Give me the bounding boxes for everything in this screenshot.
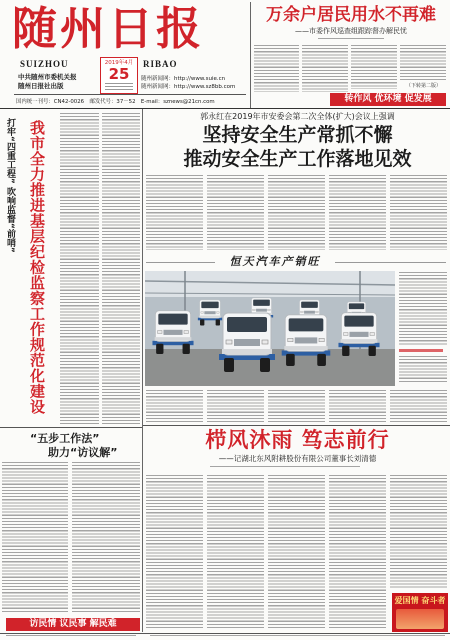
safety-story-headline-1: 坚持安全生产常抓不懈 (202, 124, 393, 146)
safety-story-headline-2: 推动安全生产工作落地见效 (183, 148, 412, 170)
date-details (105, 83, 133, 90)
safety-story-kicker: 郭永红在2019年市安委会第二次全体(扩大)会议上强调 (200, 112, 395, 121)
top-story-continued: （下转第二版） (406, 83, 442, 89)
safety-story-cont-col-4 (329, 390, 386, 422)
website-1: 随州新闻网：http://www.suie.cn (141, 76, 226, 82)
photo-truck-factory (145, 271, 395, 386)
banner-top: 转作风 优环境 促发展 (330, 93, 446, 106)
photo-caption-end (399, 356, 447, 384)
date-month: 2019年4月 (104, 60, 134, 66)
top-story-body-col-1 (254, 45, 299, 92)
photo-caption (399, 272, 447, 346)
safety-story-body-col-1 (146, 175, 203, 250)
safety-story-cont-col-1 (146, 390, 203, 422)
masthead-divider (250, 2, 251, 108)
left-column-divider (142, 109, 143, 632)
left-story-kicker: 打牢“四重工程” 吹响监督“前哨” (5, 118, 15, 253)
left-story-headline: 我市全力推进基层纪检监察工作规范化建设 (28, 120, 46, 415)
safety-story-body-col-2 (207, 175, 264, 250)
top-story-subheadline: ——市委作风巡查组跟踪督办解民忧 (295, 27, 407, 35)
photo-title: 恒天汽车产销旺 (215, 254, 335, 269)
safety-story-body-col-5 (390, 175, 447, 250)
masthead-pinyin-right: RIBAO (143, 59, 178, 69)
ad-image (396, 609, 444, 629)
safety-story-body-col-3 (268, 175, 325, 250)
feature-story-body-col-4 (329, 475, 386, 630)
ad-box (392, 593, 448, 632)
publisher-line-1: 中共随州市委机关报 (18, 73, 77, 81)
masthead-pinyin-left: SUIZHOU (20, 59, 69, 69)
sub-story-body-col-2 (72, 462, 140, 614)
date-box (100, 57, 138, 94)
top-story-body-col-4 (400, 45, 446, 80)
top-story-body-col-3 (351, 45, 397, 89)
top-story-body-col-2 (302, 45, 348, 92)
sub-story-headline-2: 助力“访议解” (48, 446, 118, 459)
safety-story-body-col-4 (329, 175, 386, 250)
masthead-rule (14, 94, 246, 95)
top-story-headline: 万余户居民用水不再难 (266, 5, 436, 25)
sub-story-headline-1: “五步工作法” (30, 432, 100, 445)
left-story-body-col-2 (102, 113, 140, 424)
feature-story-body-col-1 (146, 475, 203, 630)
feature-divider-rule (143, 425, 450, 426)
safety-story-cont-col-3 (268, 390, 325, 422)
masthead-title: 随州日报 (12, 2, 205, 55)
publisher-line-2: 随州日报社出版 (18, 82, 64, 90)
banner-left: 访民情 议民事 解民难 (6, 618, 140, 631)
left-story-body-col-1 (60, 113, 99, 424)
feature-story-body-col-2 (207, 475, 264, 630)
date-day: 25 (108, 65, 130, 83)
footer-info-right (150, 635, 445, 638)
feature-story-body-col-3 (268, 475, 325, 630)
safety-story-cont-col-2 (207, 390, 264, 422)
footer-info-left (6, 635, 136, 638)
feature-story-body-col-5 (390, 475, 447, 589)
footer-rule (0, 633, 450, 634)
sub-story-body-col-1 (2, 462, 68, 614)
website-2: 随州新闻网：http://www.sz8bb.com (141, 84, 236, 90)
ad-text: 爱国情 奋斗者 (394, 596, 446, 605)
feature-story-headline: 栉风沐雨 笃志前行 (205, 428, 390, 452)
photo-credit (399, 349, 443, 352)
masthead-bottom-rule (0, 108, 450, 109)
issue-info: 国内统一刊号：CN42-0026 邮发代号：37－52 E-mail：sznews@21cn.com (16, 99, 215, 105)
feature-story-byline (210, 466, 360, 469)
feature-story-subheadline: ——记湖北东风附耕股份有限公司董事长刘清德 (218, 454, 377, 463)
top-story-byline (318, 38, 384, 41)
safety-story-cont-col-5 (390, 390, 447, 422)
left-divider-rule (0, 427, 142, 428)
